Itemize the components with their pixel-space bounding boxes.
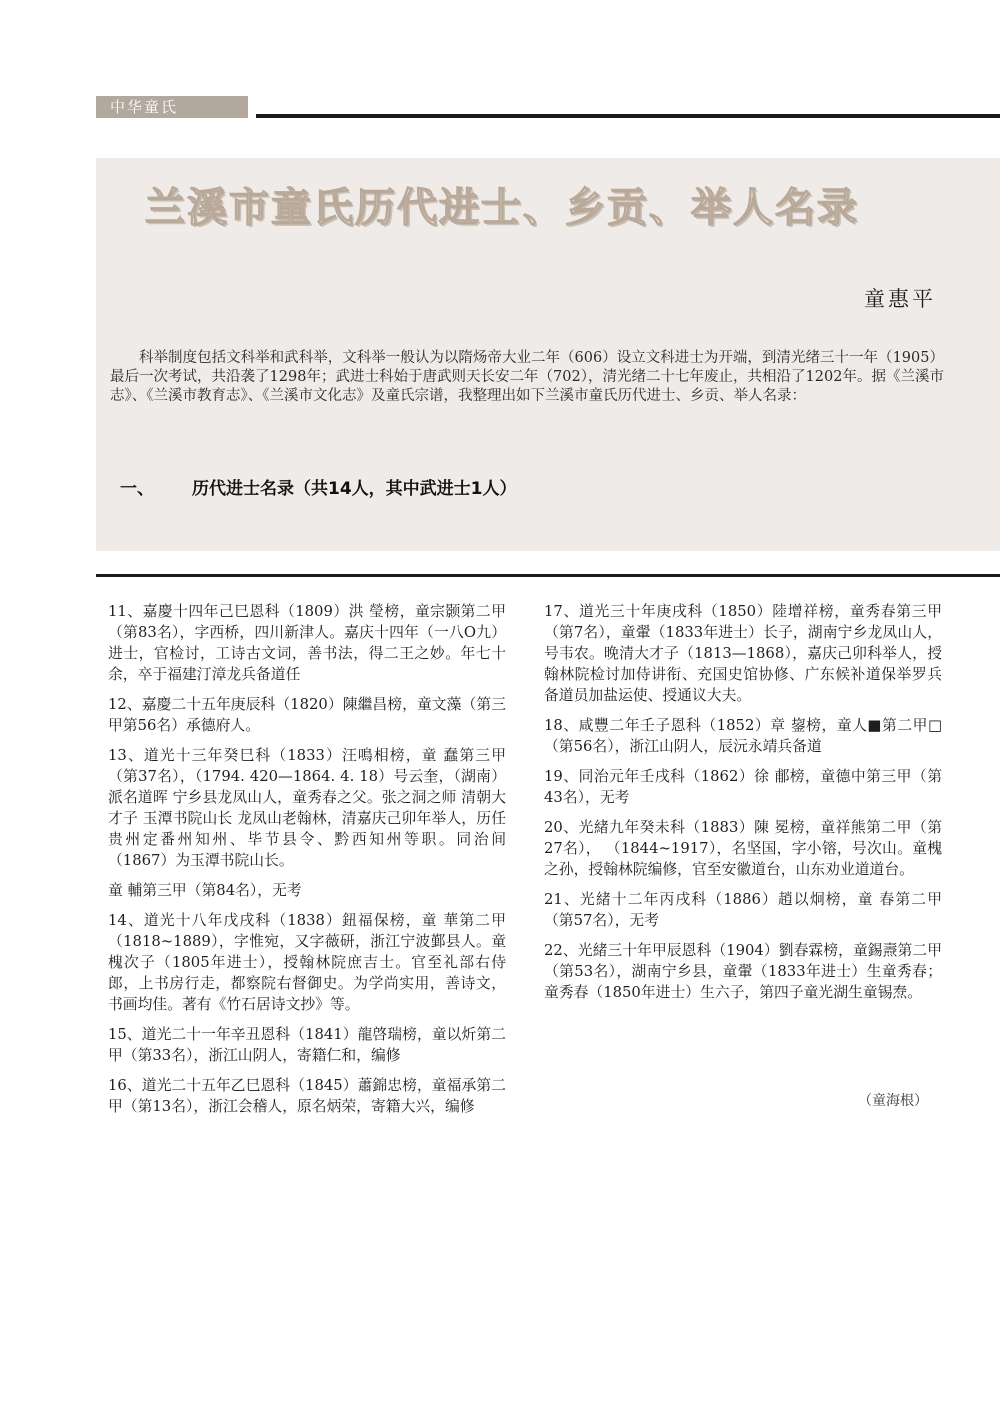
- section-title: 历代进士名录（共14人，其中武进士1人）: [192, 479, 517, 499]
- list-item: 16、道光二十五年乙巳恩科（1845）蕭錦忠榜，童福承第二甲（第13名），浙江会稽人，原名炳荣，寄籍大兴，编修: [108, 1077, 506, 1115]
- list-item: 12、嘉慶二十五年庚辰科（1820）陳繼昌榜，童文藻（第三甲第56名）承德府人。: [108, 696, 506, 734]
- column-tag: 中华童氏: [96, 96, 248, 118]
- left-column: [108, 601, 506, 1126]
- list-item: 18、咸豐二年壬子恩科（1852）章 鋆榜，童人■第二甲□（第56名），浙江山阴人，辰沅永靖兵备道: [544, 717, 942, 755]
- list-item: 21、光緒十二年丙戌科（1886）趙以炯榜，童 春第二甲（第57名），无考: [544, 891, 942, 929]
- list-item: 17、道光三十年庚戌科（1850）陸增祥榜，童秀春第三甲（第7名），童翬（1833年进士）长子，湖南宁乡龙凤山人，号韦农。晚清大才子（1813—1868），嘉庆己卯科举人，授翰林院检讨加侍讲衔、充国史馆协修、广东候补道保举罗兵备道员加盐运使、授通议大夫。: [544, 603, 942, 704]
- list-item: 童 輔第三甲（第84名），无考: [108, 882, 302, 899]
- intro-paragraph: 科举制度包括文科举和武科举，文科举一般认为以隋炀帝大业二年（606）设立文科进士为开端，到清光绪三十一年（1905）最后一次考试，共沿袭了1298年；武进士科始于唐武则天长安二年（702），清光绪二十七年废止，共相沿了1202年。据《兰溪市志》、《兰溪市教育志》、《兰溪市文化志》及童氏宗谱，我整理出如下兰溪市童氏历代进士、乡贡、举人名录：: [110, 350, 944, 404]
- section-number: 一、: [120, 479, 154, 499]
- list-item: 20、光緒九年癸未科（1883）陳 冕榜，童祥熊第二甲（第27名）， （1844~1917），名坚国，字小镕，号次山。童槐之孙，授翰林院编修，官至安徽道台，山东劝业道道台。: [544, 819, 942, 878]
- list-item: 11、嘉慶十四年己巳恩科（1809）洪 瑩榜，童宗颢第二甲（第83名），字西桥，四川新津人。嘉庆十四年（一八O九）进士，官检讨，工诗古文词，善书法，得二王之妙。年七十余，卒于福建汀漳龙兵备道任: [108, 603, 506, 683]
- article-title: 兰溪市童氏历代进士、乡贡、举人名录: [145, 185, 859, 231]
- article-author: 童惠平: [864, 287, 936, 311]
- list-item: 15、道光二十一年辛丑恩科（1841）龍啓瑞榜，童以炘第二甲（第33名），浙江山阴人，寄籍仁和，编修: [108, 1026, 506, 1064]
- list-item: 13、道光十三年癸巳科（1833）汪鳴相榜，童 蠢第三甲（第37名），（1794. 420—1864. 4. 18）号云奎，（湖南）派名道晖 宁乡县龙凤山人，童秀春之父。张之洞之师 清朝大才子 玉潭书院山长 龙凤山老翰林，清嘉庆己卯年举人，历任贵州定番州知州、毕节县令、黔西知州等职。同治间（1867）为玉潭书院山长。: [108, 747, 506, 869]
- section-heading: [120, 474, 517, 499]
- list-item: 19、同治元年壬戌科（1862）徐 郙榜，童德中第三甲（第43名），无考: [544, 768, 942, 806]
- list-item: 14、道光十八年戊戌科（1838）鈕福保榜，童 華第二甲 （1818~1889），字惟宛，又字薇研，浙江宁波鄞县人。童槐次子（1805年进士），授翰林院庶吉士。官至礼部右侍郎，上书房行走，都察院右督御史。为学尚实用，善诗文，书画均佳。著有《竹石居诗文抄》等。: [108, 912, 506, 1013]
- body-rule: [96, 574, 1000, 577]
- article-credit: （童海根）: [858, 1093, 928, 1109]
- header-rule: [256, 114, 1000, 118]
- list-item: 22、光緒三十年甲辰恩科（1904）劉春霖榜，童錫燾第二甲（第53名），湖南宁乡县，童翬（1833年进士）生童秀春；童秀春（1850年进士）生六子，第四子童光湖生童锡焘。: [544, 942, 942, 1001]
- right-column: [544, 601, 942, 1012]
